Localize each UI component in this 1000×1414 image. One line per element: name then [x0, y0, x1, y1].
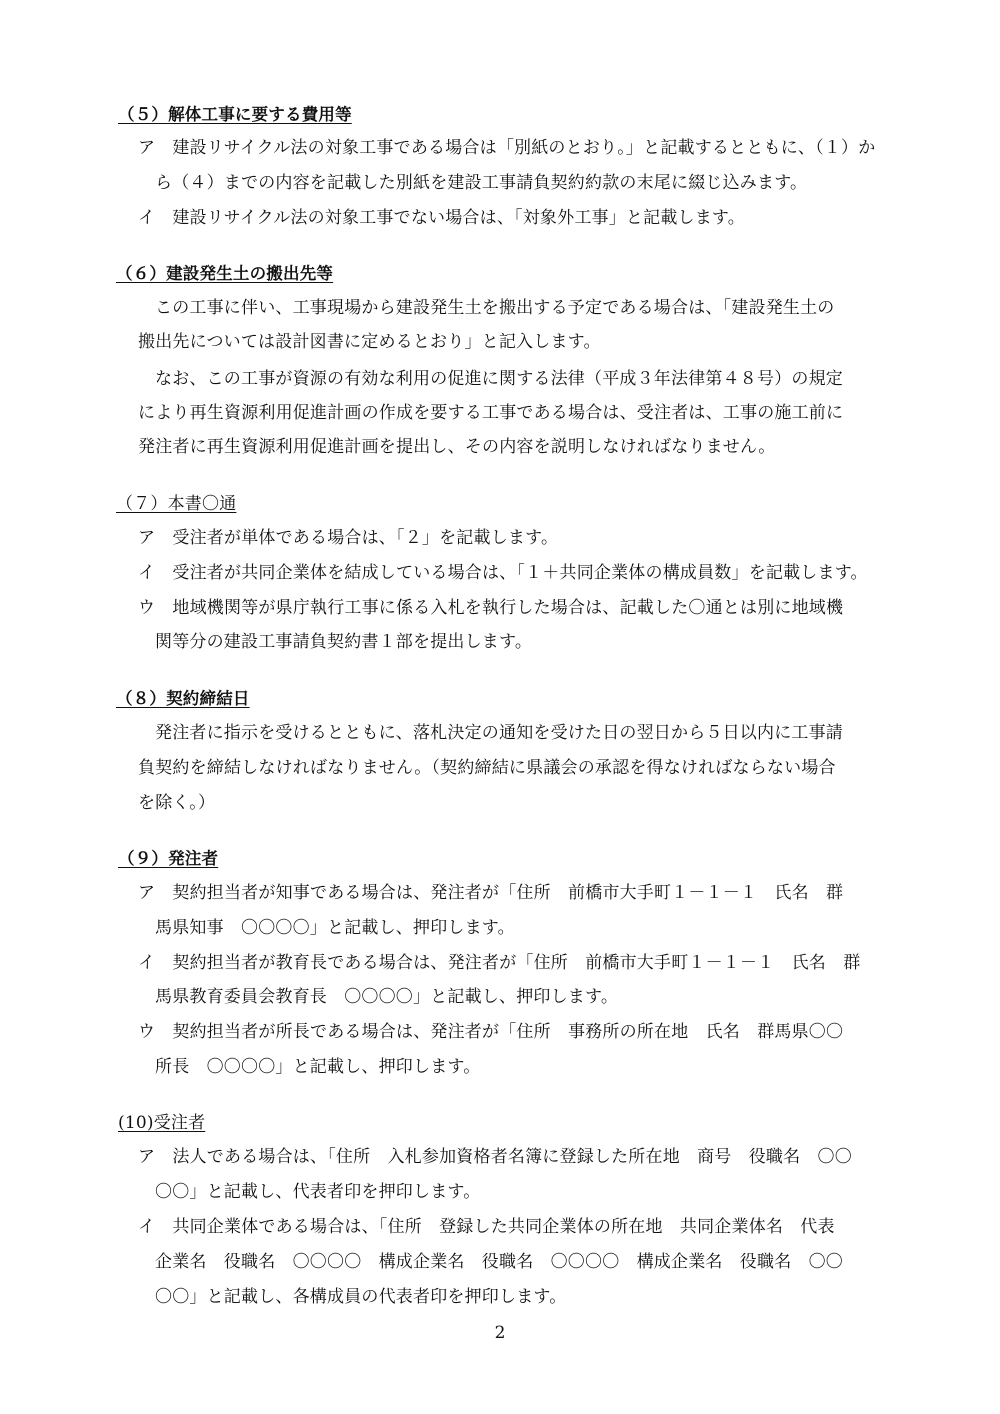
- section-7-line-3: ウ 地域機関等が県庁執行工事に係る入札を執行した場合は、記載した〇通とは別に地域機: [138, 598, 844, 618]
- section-7-line-2: イ 受注者が共同企業体を結成している場合は、「１＋共同企業体の構成員数」を記載します。: [138, 563, 868, 583]
- section-8-line-1: 発注者に指示を受けるとともに、落札決定の通知を受けた日の翌日から５日以内に工事請: [155, 723, 843, 743]
- section-8-line-2: 負契約を締結しなければなりません。（契約締結に県議会の承認を得なければならない場合: [138, 758, 836, 778]
- section-6-line-3: なお、この工事が資源の有効な利用の促進に関する法律（平成３年法律第４８号）の規定: [155, 369, 843, 389]
- section-10-line-3: イ 共同企業体である場合は、「住所 登録した共同企業体の所在地 共同企業体名 代表: [138, 1217, 835, 1237]
- section-7-heading: （７）本書〇通: [116, 494, 237, 514]
- section-9-line-3: イ 契約担当者が教育長である場合は、発注者が「住所 前橋市大手町１－１－１ 氏名 群: [138, 953, 861, 973]
- section-6-line-5: 発注者に再生資源利用促進計画を提出し、その内容を説明しなければなりません。: [138, 437, 776, 457]
- section-10-line-1: ア 法人である場合は、「住所 入札参加資格者名簿に登録した所在地 商号 役職名 〇〇: [138, 1147, 852, 1167]
- section-5-heading: （５）解体工事に要する費用等: [118, 105, 352, 124]
- section-10-line-2: 〇〇」と記載し、代表者印を押印します。: [155, 1182, 481, 1202]
- section-9-line-2: 馬県知事 〇〇〇〇」と記載し、押印します。: [155, 918, 515, 938]
- section-9-line-6: 所長 〇〇〇〇」と記載し、押印します。: [155, 1057, 481, 1077]
- section-7-line-4: 関等分の建設工事請負契約書１部を提出します。: [155, 632, 533, 652]
- section-5-line-2: ら（４）までの内容を記載した別紙を建設工事請負契約約款の末尾に綴じ込みます。: [155, 173, 808, 193]
- section-5-line-1: ア 建設リサイクル法の対象工事である場合は「別紙のとおり。」と記載するとともに、（１）か: [138, 138, 876, 158]
- section-10-heading: (10)受注者: [118, 1113, 206, 1133]
- section-5-line-3: イ 建設リサイクル法の対象工事でない場合は、「対象外工事」と記載します。: [138, 208, 745, 228]
- section-9-line-1: ア 契約担当者が知事である場合は、発注者が「住所 前橋市大手町１－１－１ 氏名 群: [138, 883, 844, 903]
- section-9-line-4: 馬県教育委員会教育長 〇〇〇〇」と記載し、押印します。: [155, 987, 619, 1007]
- section-8-heading: （８）契約締結日: [116, 689, 250, 708]
- section-6-line-4: により再生資源利用促進計画の作成を要する工事である場合は、受注者は、工事の施工前に: [138, 403, 844, 423]
- section-6-line-1: この工事に伴い、工事現場から建設発生土を搬出する予定である場合は、「建設発生土の: [155, 298, 835, 318]
- section-9-heading: （９）発注者: [118, 849, 219, 868]
- section-9-line-5: ウ 契約担当者が所長である場合は、発注者が「住所 事務所の所在地 氏名 群馬県〇〇: [138, 1022, 844, 1042]
- section-8-line-3: を除く。）: [138, 793, 216, 813]
- section-6-line-2: 搬出先については設計図書に定めるとおり」と記入します。: [138, 332, 601, 352]
- section-10-line-4: 企業名 役職名 〇〇〇〇 構成企業名 役職名 〇〇〇〇 構成企業名 役職名 〇〇: [155, 1252, 843, 1272]
- section-7-line-1: ア 受注者が単体である場合は、「２」を記載します。: [138, 528, 559, 548]
- section-6-heading: （６）建設発生土の搬出先等: [116, 264, 334, 283]
- section-10-line-5: 〇〇」と記載し、各構成員の代表者印を押印します。: [155, 1287, 567, 1307]
- page-number: 2: [494, 1323, 506, 1343]
